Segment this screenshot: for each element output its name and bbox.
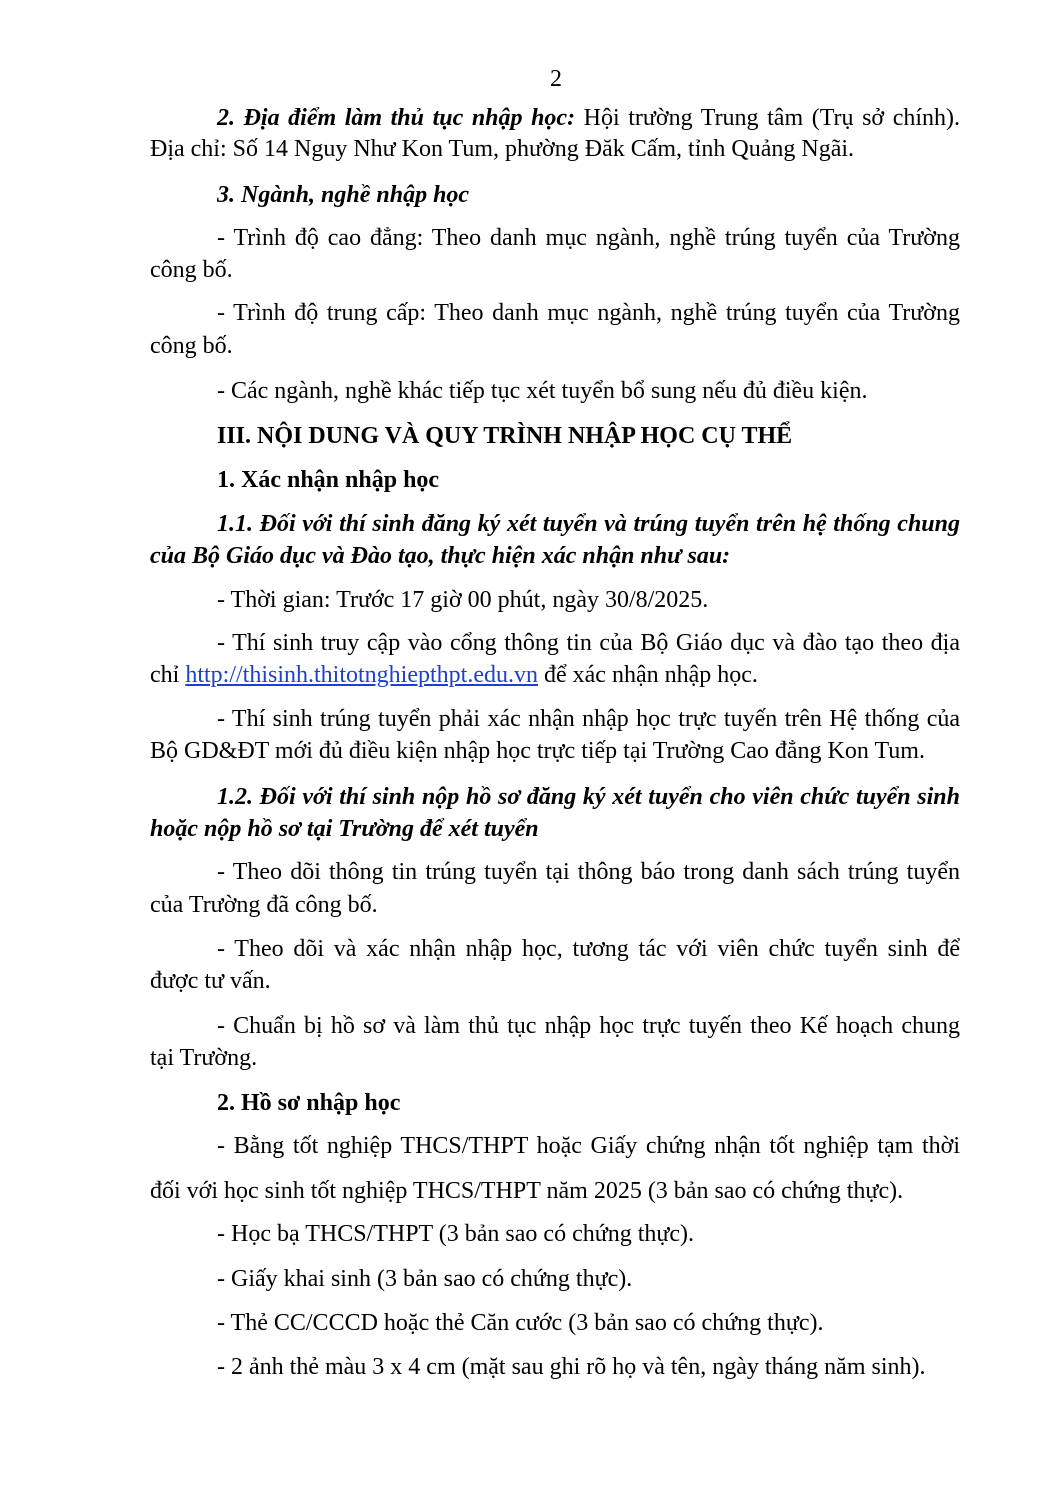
follow-results-line1: - Theo dõi thông tin trúng tuyển tại thông báo trong danh sách trúng tuyển — [217, 859, 960, 885]
diploma-line2: đối với học sinh tốt nghiệp THCS/THPT năm 2025 (3 bản sao có chứng thực). — [150, 1178, 904, 1204]
portal-access-line2 — [150, 660, 960, 690]
portal-link[interactable]: http://thisinh.thitotnghiepthpt.edu.vn — [185, 662, 538, 688]
intermediate-level-line1: - Trình độ trung cấp: Theo danh mục ngành, nghề trúng tuyển của Trường — [217, 300, 960, 326]
birth-certificate-line: - Giấy khai sinh (3 bản sao có chứng thực). — [217, 1266, 633, 1292]
prepare-docs-line1: - Chuẩn bị hồ sơ và làm thủ tục nhập học trực tuyến theo Kế hoạch chung — [217, 1013, 960, 1039]
enrollment-location-text: Hội trường Trung tâm (Trụ sở chính). — [575, 105, 961, 131]
college-level-line2: công bố. — [150, 257, 233, 283]
portal-access-prefix: chỉ — [150, 662, 186, 688]
majors-heading: 3. Ngành, nghề nhập học — [217, 182, 470, 208]
id-card-line: - Thẻ CC/CCCD hoặc thẻ Căn cước (3 bản sao có chứng thực). — [217, 1310, 824, 1336]
transcript-line: - Học bạ THCS/THPT (3 bản sao có chứng thực). — [217, 1221, 695, 1247]
college-level-line1: - Trình độ cao đẳng: Theo danh mục ngành, nghề trúng tuyển của Trường — [217, 225, 960, 251]
confirm-enrollment-heading: 1. Xác nhận nhập học — [217, 467, 440, 493]
subsection-1-1-line2: của Bộ Giáo dục và Đào tạo, thực hiện xác nhận như sau: — [150, 543, 731, 569]
portal-access-line1: - Thí sinh truy cập vào cổng thông tin của Bộ Giáo dục và đào tạo theo địa — [217, 630, 960, 656]
deadline-line: - Thời gian: Trước 17 giờ 00 phút, ngày 30/8/2025. — [217, 587, 709, 613]
section-iii-heading: III. NỘI DUNG VÀ QUY TRÌNH NHẬP HỌC CỤ THỂ — [217, 423, 793, 449]
other-majors-line: - Các ngành, nghề khác tiếp tục xét tuyển bổ sung nếu đủ điều kiện. — [217, 378, 868, 404]
photo-line: - 2 ảnh thẻ màu 3 x 4 cm (mặt sau ghi rõ họ và tên, ngày tháng năm sinh). — [217, 1354, 926, 1380]
online-confirm-line1: - Thí sinh trúng tuyển phải xác nhận nhập học trực tuyến trên Hệ thống của — [217, 706, 960, 732]
portal-access-suffix: để xác nhận nhập học. — [538, 662, 758, 688]
confirm-interact-line1: - Theo dõi và xác nhận nhập học, tương tác với viên chức tuyển sinh để — [217, 936, 960, 962]
subsection-1-1-line1: 1.1. Đối với thí sinh đăng ký xét tuyển và trúng tuyển trên hệ thống chung — [217, 511, 960, 537]
online-confirm-line2: Bộ GD&ĐT mới đủ điều kiện nhập học trực tiếp tại Trường Cao đẳng Kon Tum. — [150, 738, 925, 764]
follow-results-line2: của Trường đã công bố. — [150, 892, 378, 918]
enrollment-docs-heading: 2. Hồ sơ nhập học — [217, 1090, 401, 1116]
intermediate-level-line2: công bố. — [150, 333, 233, 359]
enrollment-location-label: 2. Địa điểm làm thủ tục nhập học: — [217, 105, 576, 131]
confirm-interact-line2: được tư vấn. — [150, 968, 271, 994]
enrollment-location-line — [217, 103, 960, 133]
subsection-1-2-line2: hoặc nộp hồ sơ tại Trường để xét tuyển — [150, 816, 539, 842]
diploma-line1: - Bằng tốt nghiệp THCS/THPT hoặc Giấy chứng nhận tốt nghiệp tạm thời — [217, 1133, 960, 1159]
subsection-1-2-line1: 1.2. Đối với thí sinh nộp hồ sơ đăng ký xét tuyển cho viên chức tuyển sinh — [217, 784, 960, 810]
page-number: 2 — [550, 66, 562, 92]
enrollment-address: Địa chỉ: Số 14 Nguy Như Kon Tum, phường Đăk Cấm, tỉnh Quảng Ngãi. — [150, 136, 855, 162]
prepare-docs-line2: tại Trường. — [150, 1045, 258, 1071]
